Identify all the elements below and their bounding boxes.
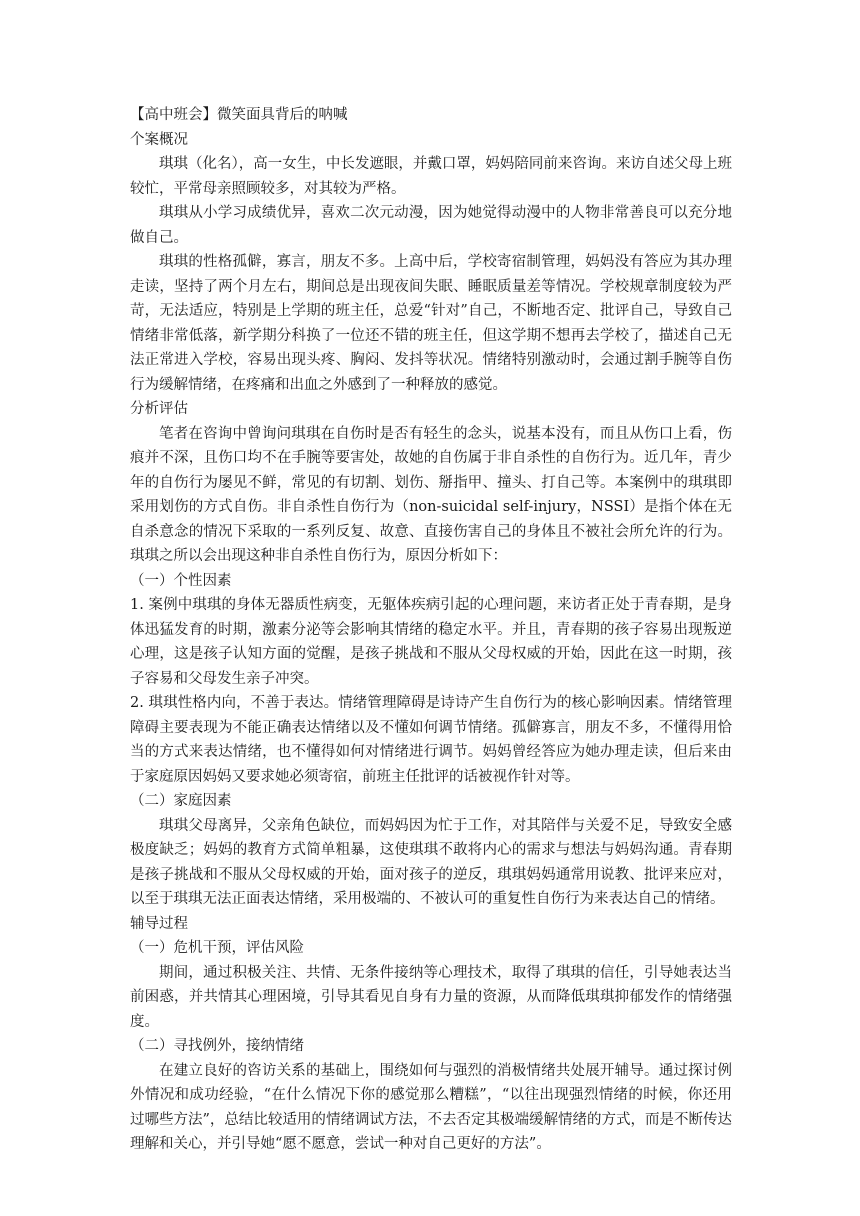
personal-item-1: 1. 案例中琪琪的身体无器质性病变，无躯体疾病引起的心理问题，来访者正处于青春期，是身体迅猛发育的时期，激素分泌等会影响其情绪的稳定水平。并且，青春期的孩子容易出现叛逆心理，这是孩子认知方面的觉醒，是孩子挑战和不服从父母权威的开始，因此在这一时期，孩子容易和父母发生亲子冲突。 — [130, 597, 732, 687]
document-title: 【高中班会】微笑面具背后的呐喊 — [130, 107, 348, 123]
overview-paragraph-2: 琪琪从小学习成绩优异，喜欢二次元动漫，因为她觉得动漫中的人物非常善良可以充分地做自己。 — [130, 205, 732, 246]
subsection-heading-exception: （二）寻找例外，接纳情绪 — [130, 1038, 304, 1054]
crisis-paragraph-1: 期间，通过积极关注、共情、无条件接纳等心理技术，取得了琪琪的信任，引导她表达当前困惑，并共情其心理困境，引导其看见自身有力量的资源，从而降低琪琪抑郁发作的情绪强度。 — [130, 964, 732, 1030]
overview-paragraph-3: 琪琪的性格孤僻，寡言，朋友不多。上高中后，学校寄宿制管理，妈妈没有答应为其办理走读，坚持了两个月左右，期间总是出现夜间失眠、睡眠质量差等情况。学校规章制度较为严苛，无法适应，特别是上学期的班主任，总爱“针对”自己，不断地否定、批评自己，导致自己情绪非常低落，新学期分科换了一位还不错的班主任，但这学期不想再去学校了，描述自己无法正常进入学校，容易出现头疼、胸闷、发抖等状况。情绪特别激动时，会通过割手腕等自伤行为缓解情绪，在疼痛和出血之外感到了一种释放的感觉。 — [130, 254, 732, 393]
subsection-heading-crisis: （一）危机干预，评估风险 — [130, 940, 304, 956]
document-body — [130, 103, 732, 1157]
family-paragraph-1: 琪琪父母离异，父亲角色缺位，而妈妈因为忙于工作，对其陪伴与关爱不足，导致安全感极度缺乏；妈妈的教育方式简单粗暴，这使琪琪不敢将内心的需求与想法与妈妈沟通。青春期是孩子挑战和不服从父母权威的开始，面对孩子的逆反，琪琪妈妈通常用说教、批评来应对，以至于琪琪无法正面表达情绪，采用极端的、不被认可的重复性自伤行为来表达自己的情绪。 — [130, 817, 732, 907]
section-heading-overview: 个案概况 — [130, 131, 188, 148]
exception-paragraph-1: 在建立良好的咨访关系的基础上，围绕如何与强烈的消极情绪共处展开辅导。通过探讨例外情况和成功经验，“在什么情况下你的感觉那么糟糕”，“以往出现强烈情绪的时候，你还用过哪些方法”，总结比较适用的情绪调试方法，不去否定其极端缓解情绪的方式，而是不断传达理解和关心，并引导她“愿不愿意，尝试一种对自己更好的方法”。 — [130, 1062, 732, 1152]
section-heading-analysis: 分析评估 — [130, 401, 188, 417]
analysis-paragraph-1: 笔者在咨询中曾询问琪琪在自伤时是否有轻生的念头，说基本没有，而且从伤口上看，伤痕并不深，且伤口均不在手腕等要害处，故她的自伤属于非自杀性的自伤行为。近几年，青少年的自伤行为屡见不鲜，常见的有切割、划伤、掰指甲、撞头、打自己等。本案例中的琪琪即采用划伤的方式自伤。非自杀性自伤行为（non-suicidal self-injury，NSSI）是指个体在无自杀意念的情况下采取的一系列反复、故意、直接伤害自己的身体且不被社会所允许的行为。琪琪之所以会出现这种非自杀性自伤行为，原因分析如下： — [130, 425, 732, 564]
subsection-heading-personal: （一）个性因素 — [130, 572, 232, 589]
section-heading-process: 辅导过程 — [130, 915, 188, 932]
overview-paragraph-1: 琪琪（化名），高一女生，中长发遮眼，并戴口罩，妈妈陪同前来咨询。来访自述父母上班较忙，平常母亲照顾较多，对其较为严格。 — [130, 156, 732, 197]
subsection-heading-family: （二）家庭因素 — [130, 793, 232, 809]
personal-item-2: 2. 琪琪性格内向，不善于表达。情绪管理障碍是诗诗产生自伤行为的核心影响因素。情绪管理障碍主要表现为不能正确表达情绪以及不懂如何调节情绪。孤僻寡言，朋友不多，不懂得用恰当的方式来表达情绪，也不懂得如何对情绪进行调节。妈妈曾经答应为她办理走读，但后来由于家庭原因妈妈又要求她必须寄宿，前班主任批评的话被视作针对等。 — [130, 695, 732, 785]
